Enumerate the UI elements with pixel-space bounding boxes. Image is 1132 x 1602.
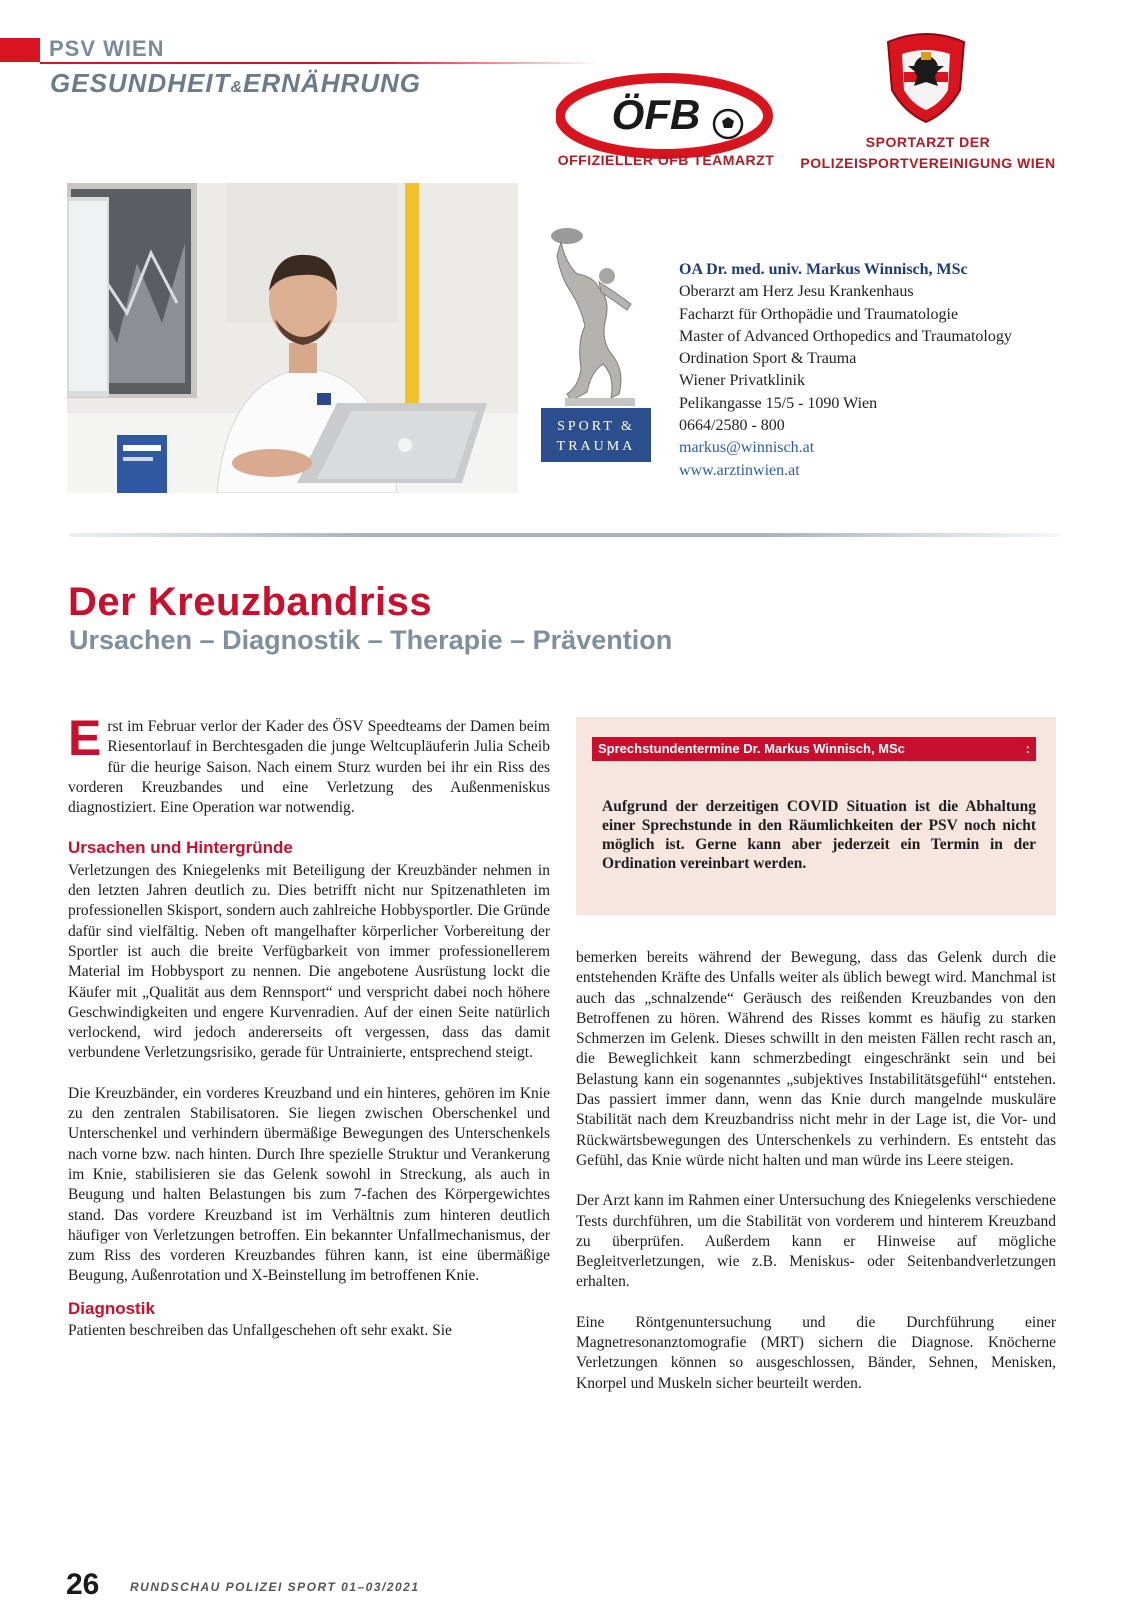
contact-block <box>679 259 1099 482</box>
infobox-text: Aufgrund der derzeitigen COVID Situation ist die Abhaltung einer Sprechstunde in den Räumlichkeiten der PSV noch nicht möglich ist. Gerne kann aber jederzeit ein Termin in der Ordination vereinbart werden. <box>602 798 1036 872</box>
contact-line: Pelikangasse 15/5 - 1090 Wien <box>679 394 878 412</box>
page-number: 26 <box>66 1568 100 1601</box>
sport-trauma-logo <box>541 222 651 462</box>
doctor-photo <box>67 183 518 493</box>
section-label: PSV WIEN <box>49 36 165 61</box>
heading-causes: Ursachen und Hintergründe <box>68 838 293 858</box>
contact-line: Oberarzt am Herz Jesu Krankenhaus <box>679 283 914 301</box>
article-subtitle: Ursachen – Diagnostik – Therapie – Prävention <box>69 625 673 655</box>
oefb-caption: OFFIZIELLER ÖFB TEAMARZT <box>557 152 775 168</box>
intro-paragraph: Erst im Februar verlor der Kader des ÖSV Speedteams der Damen beim Riesentorlauf in Berchtesgaden die junge Weltcupläuferin Julia Scheib für die heurige Saison. Nach einem Sturz wurden bei ihr ein Riss des vorderen Kreuzbandes und eine Verletzung des Außenmeniskus diagnostiziert. Eine Operation war notwendig. <box>68 710 550 817</box>
article-column-left <box>68 710 550 1361</box>
psv-crest-logo <box>878 28 974 124</box>
doctor-name: OA Dr. med. univ. Markus Winnisch, MSc <box>679 261 968 278</box>
paragraph: Die Kreuzbänder, ein vorderes Kreuzband und ein hinteres, gehören im Knie zu den zentralen Stabilisatoren. Sie liegen zwischen Oberschenkel und Unterschenkel und verhindern übermäßige Bewegungen des Unterschenkels nach vorne bzw. nach hinten. Durch Ihre spezielle Struktur und Verankerung im Knie, stabilisieren sie das Gelenk sowohl in Streckung, als auch in Beugung und halten Belastungen bis zum 7-fachen des Körpergewichtes stand. Das vordere Kreuzband ist im Verhältnis zum hinteren deutlich häufiger von Verletzungen betroffen. Ein bekannter Unfallmechanismus, der zum Riss des vorderen Kreuzbandes führen kann, ist eine übermäßige Beugung, Außenrotation und X-Beinstellung im betroffenen Knie. <box>68 1084 550 1285</box>
heading-diagnostics: Diagnostik <box>68 1298 155 1318</box>
paragraph: Verletzungen des Kniegelenks mit Beteiligung der Kreuzbänder nehmen in den letzten Jahren deutlich zu. Dies betrifft nicht nur Spitzenathleten im professionellen Skisport, sondern auch zahlreiche Hobbysportler. Die Gründe dafür sind vielfältig. Neben oft mangelhafter körperlicher Vorbereitung der Sportler ist auch die breite Verfügbarkeit von immer professionellerem Material im Hobbysport zu nennen. Die angebotene Ausrüstung lockt die Käufer mit „Qualität aus dem Rennsport“ und verspricht dabei noch höhere Geschwindigkeiten und engere Kurvenradien. Auf der einen Seite natürlich verlockend, wird jedoch andererseits oft vergessen, dass das damit verbundene Verletzungsrisiko, gerade für Untrainierte, entsprechend steigt. <box>68 861 550 1062</box>
contact-line: Facharzt für Orthopädie und Traumatologie <box>679 305 959 323</box>
article-column-right <box>576 948 1056 1414</box>
consultation-infobox <box>576 717 1056 915</box>
contact-line: Master of Advanced Orthopedics and Traumatology <box>679 327 1012 345</box>
paragraph: Eine Röntgenuntersuchung und die Durchführung einer Magnetresonanztomografie (MRT) sichern die Diagnose. Knöcherne Verletzungen können so ausgeschlossen, Bänder, Sehnen, Menisken, Knorpel und Muskeln sicher beurteilt werden. <box>576 1313 1056 1392</box>
website-link[interactable]: www.arztinwien.at <box>679 461 800 479</box>
header-rule <box>40 62 600 64</box>
paragraph: Patienten beschreiben das Unfallgeschehen oft sehr exakt. Sie <box>68 1322 452 1340</box>
sport-trauma-line1: SPORT & <box>557 419 635 434</box>
sport-trauma-line2: TRAUMA <box>556 439 636 454</box>
article-title: Der Kreuzbandriss <box>68 580 433 624</box>
paragraph: bemerken bereits während der Bewegung, dass das Gelenk durch die entstehenden Kräfte des Unfalls weiter als üblich bewegt wird. Manchmal ist auch das „schnalzende“ Geräusch des reißenden Kreuzbandes von den Betroffenen zu hören. Während des Risses kommt es häufig zu starken Schmerzen im Gelenk. Dieses schwillt in den meisten Fällen recht rasch an, die Beweglichkeit kann schmerzbedingt eingeschränkt sein und bei Belastung kann ein sogenanntes „subjektives Instabilitätsgefühl“ entstehen. Das passiert immer dann, wenn das Knie durch mangelnde muskuläre Stabilität nach dem Kreuzbandriss nicht mehr in der Lage ist, die Vor- und Rückwärtsbewegungen des Unterschenkels zu verhindern. Es entsteht das Gefühl, das Knie würde nicht halten und man würde ins Leere steigen. <box>576 949 1056 1169</box>
contact-line: 0664/2580 - 800 <box>679 417 785 435</box>
paragraph: Der Arzt kann im Rahmen einer Untersuchung des Kniegelenks verschiedene Tests durchführen, um die Stabilität von vorderem und hinterem Kreuzband zu überprüfen. Außerdem kann er Hinweise auf mögliche Begleitverletzungen, wie z.B. Meniskus- oder Seitenbandverletzungen erhalten. <box>576 1192 1056 1291</box>
footer-publication: RUNDSCHAU POLIZEI SPORT 01–03/2021 <box>130 1580 420 1594</box>
contact-line: Wiener Privatklinik <box>679 372 805 390</box>
section-subtitle: GESUNDHEIT&ERNÄHRUNG <box>50 68 422 98</box>
psv-caption: SPORTARZT DER POLIZEISPORTVEREINIGUNG WIEN <box>800 134 1056 171</box>
drop-cap: E <box>68 710 102 766</box>
section-divider <box>70 533 1060 537</box>
oefb-logo <box>556 72 776 160</box>
infobox-title-bar: Sprechstundentermine Dr. Markus Winnisch, MSc : <box>592 737 1036 761</box>
infobox-title: Sprechstundentermine Dr. Markus Winnisch, MSc <box>598 741 905 756</box>
section-tab <box>0 38 40 62</box>
contact-line: Ordination Sport & Trauma <box>679 350 857 368</box>
email-link[interactable]: markus@winnisch.at <box>679 439 815 457</box>
oefb-logo-text: ÖFB <box>611 91 701 138</box>
